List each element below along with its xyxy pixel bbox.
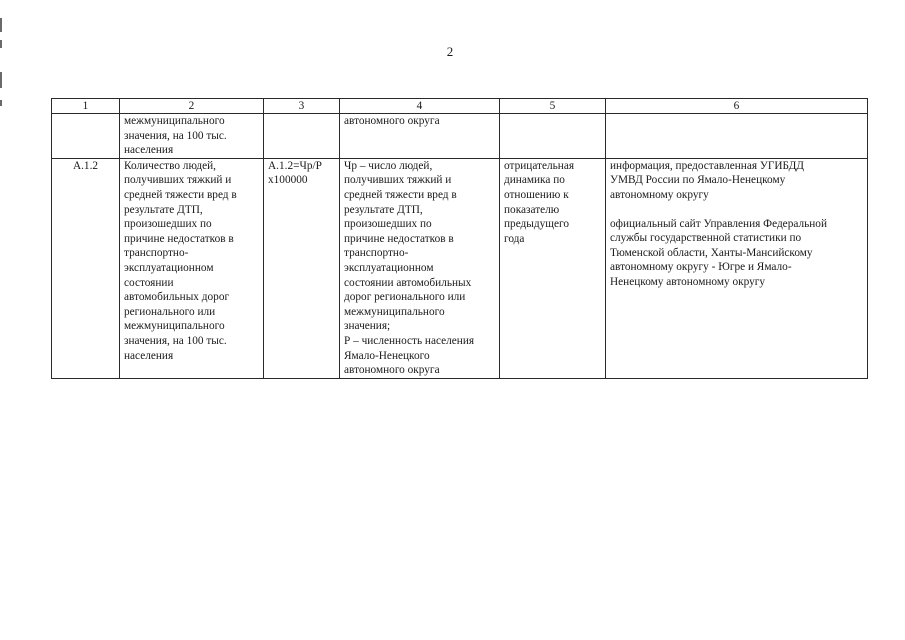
- cell-source: [606, 114, 868, 159]
- column-header: 6: [606, 99, 868, 114]
- scan-edge-mark: [0, 72, 2, 88]
- table-row-continuation: [52, 114, 868, 159]
- indicator-table: [51, 98, 868, 379]
- cell-formula: [264, 114, 340, 159]
- column-header: 5: [500, 99, 606, 114]
- cell-dynamics: [500, 114, 606, 159]
- cell-indicator-name: межмуниципального значения, на 100 тыс. населения: [120, 114, 264, 159]
- cell-description: Чр – число людей, получивших тяжкий и средней тяжести вред в результате ДТП, произошедших по причине недостатков в транспортно- эксплуатационном состоянии автомобильных дорог регионального или межмуниципального значения; Р – численность населения Ямало-Ненецкого автономного округа: [340, 158, 500, 378]
- scan-edge-mark: [0, 18, 2, 32]
- cell-description: автономного округа: [340, 114, 500, 159]
- cell-code: А.1.2: [52, 158, 120, 378]
- source-rosstat: официальный сайт Управления Федеральной службы государственной статистики по Тюменской области, Ханты-Мансийскому автономному округу - Югре и Ямало- Ненецкому автономному округу: [610, 217, 827, 288]
- column-header: 2: [120, 99, 264, 114]
- table-header-row: [52, 99, 868, 114]
- paragraph-gap: [610, 203, 863, 217]
- scan-edge-mark: [0, 100, 2, 106]
- column-header: 1: [52, 99, 120, 114]
- column-header: 3: [264, 99, 340, 114]
- column-header: 4: [340, 99, 500, 114]
- cell-formula: А.1.2=Чр/Р х100000: [264, 158, 340, 378]
- page-number: 2: [446, 44, 454, 59]
- cell-source: [606, 158, 868, 378]
- cell-code: [52, 114, 120, 159]
- scan-edge-mark: [0, 40, 2, 48]
- source-gibdd: информация, предоставленная УГИБДД УМВД России по Ямало-Ненецкому автономному округу: [610, 159, 805, 201]
- cell-indicator-name: Количество людей, получивших тяжкий и средней тяжести вред в результате ДТП, произошедших по причине недостатков в транспортно- эксплуатационном состоянии автомобильных дорог регионального или межмуниципального значения, на 100 тыс. населения: [120, 158, 264, 378]
- cell-dynamics: отрицательная динамика по отношению к показателю предыдущего года: [500, 158, 606, 378]
- table-row: [52, 158, 868, 378]
